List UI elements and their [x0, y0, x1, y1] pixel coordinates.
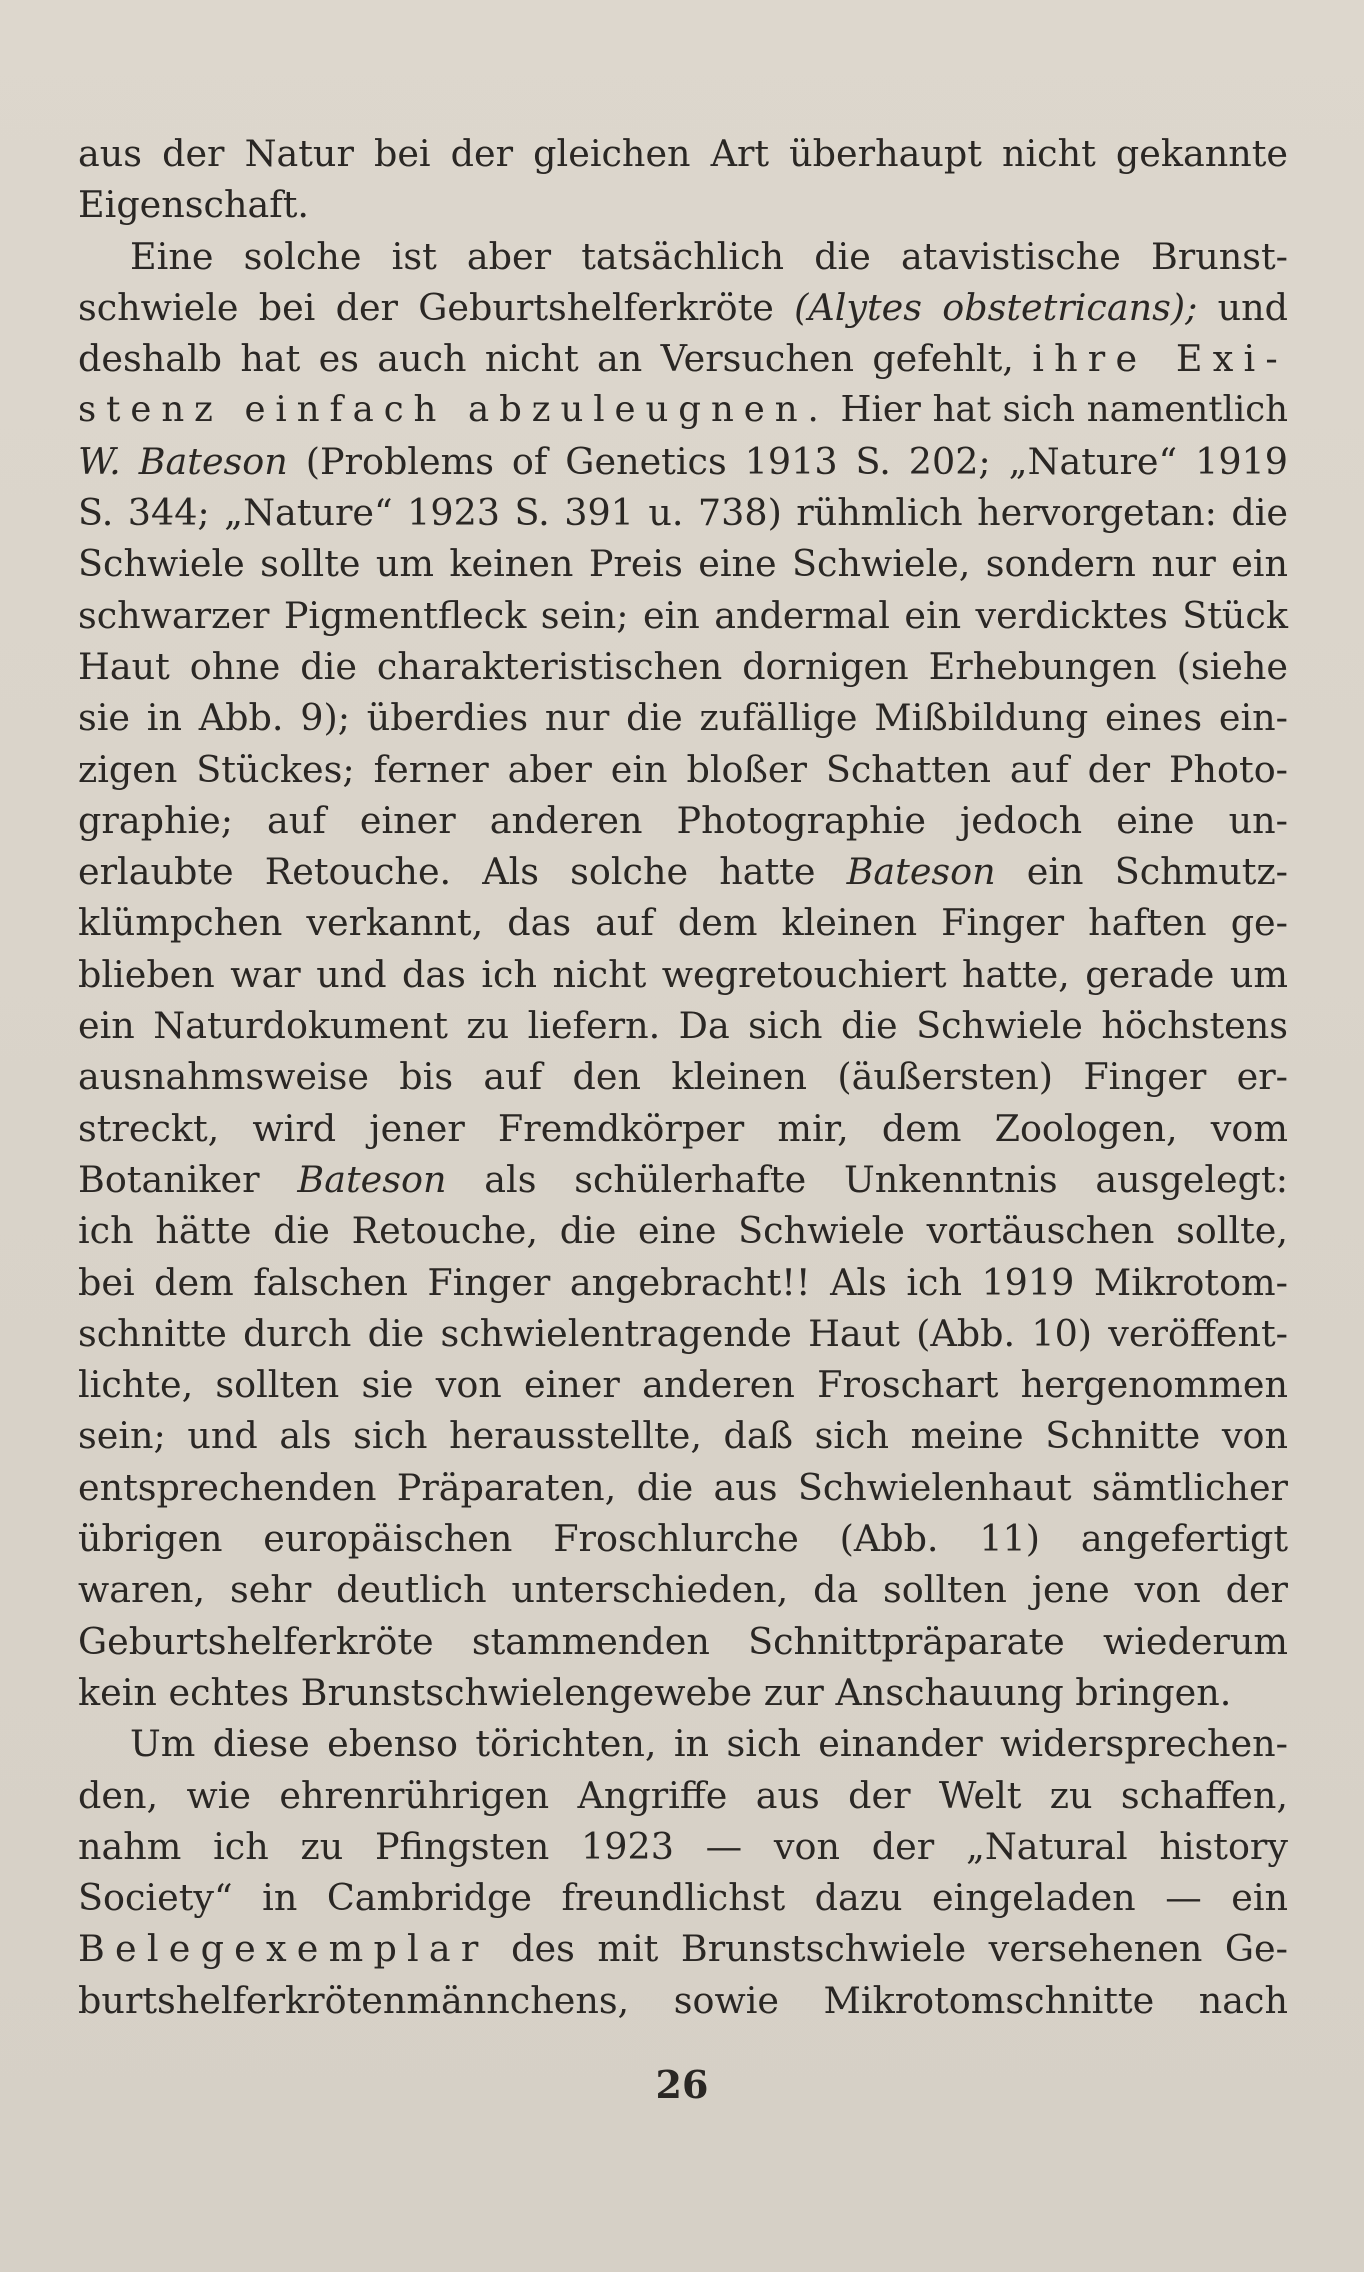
text-line [78, 1770, 1288, 1821]
text-line [78, 1103, 1288, 1154]
text-segment: erlaubte Retouche. Als solche hatte [78, 850, 847, 894]
text-line [78, 333, 1288, 384]
italic-text: Bateson [846, 850, 996, 894]
text-segment: kein echtes Brunstschwielengewebe zur Anschauung bringen. [78, 1670, 1232, 1714]
spaced-text: ihre Exi- [1032, 337, 1288, 381]
text-line [78, 128, 1288, 179]
text-line [78, 1667, 1288, 1718]
text-line [78, 1359, 1288, 1410]
text-segment: ein Schmutz- [995, 850, 1289, 894]
text-segment: zigen Stückes; ferner aber ein bloßer Schatten auf der Photo- [78, 747, 1288, 791]
text-line [78, 897, 1288, 948]
text-line [78, 538, 1288, 589]
text-segment: schwarzer Pigmentfleck sein; ein andermal ein verdicktes Stück [78, 593, 1288, 637]
text-segment: Society“ in Cambridge freundlichst dazu eingeladen — ein [78, 1876, 1288, 1920]
text-line [78, 1051, 1288, 1102]
text-line [78, 1308, 1288, 1359]
text-line [78, 487, 1288, 538]
text-segment: und [1197, 285, 1288, 329]
italic-text: (Alytes obstetricans); [794, 285, 1198, 329]
text-line [78, 1718, 1288, 1769]
text-line [78, 1154, 1288, 1205]
text-line [78, 692, 1288, 743]
text-segment: streckt, wird jener Fremdkörper mir, dem Zoologen, vom [78, 1106, 1288, 1150]
text-segment: bei dem falschen Finger angebracht!! Als ich 1919 Mikrotom- [78, 1260, 1288, 1304]
text-line [78, 384, 1288, 435]
text-line [78, 949, 1288, 1000]
text-line [78, 1821, 1288, 1872]
text-segment: klümpchen verkannt, das auf dem kleinen Finger haften ge- [78, 901, 1288, 945]
italic-text: Bateson [297, 1157, 447, 1201]
text-segment: burtshelferkrötenmännchens, sowie Mikrotomschnitte nach [78, 1978, 1288, 2022]
text-segment: Eine solche ist aber tatsächlich die atavistische Brunst- [130, 234, 1288, 278]
italic-text: W. Bateson [78, 439, 288, 483]
text-line [78, 1257, 1288, 1308]
text-line [78, 1410, 1288, 1461]
text-line [78, 744, 1288, 795]
text-segment: sein; und als sich herausstellte, daß sich meine Schnitte von [78, 1414, 1288, 1458]
text-line [78, 1564, 1288, 1615]
text-segment: übrigen europäischen Froschlurche (Abb. 11) angefertigt [78, 1517, 1288, 1561]
text-segment: ausnahmsweise bis auf den kleinen (äußersten) Finger er- [78, 1055, 1288, 1099]
text-line [78, 1923, 1288, 1974]
text-segment: Geburtshelferkröte stammenden Schnittpräparate wiederum [78, 1619, 1288, 1663]
text-segment: als schülerhafte Unkenntnis ausgelegt: [446, 1157, 1288, 1201]
body-text [78, 128, 1288, 2026]
text-segment: graphie; auf einer anderen Photographie jedoch eine un- [78, 798, 1288, 842]
page-number: 26 [655, 2062, 709, 2107]
spaced-text: Belegexemplar [78, 1927, 489, 1971]
text-line [78, 1872, 1288, 1923]
text-segment: den, wie ehrenrührigen Angriffe aus der Welt zu schaffen, [78, 1773, 1288, 1817]
text-line [78, 846, 1288, 897]
text-line [78, 231, 1288, 282]
text-segment: (Problems of Genetics 1913 S. 202; „Nature“ 1919 [287, 439, 1288, 483]
text-line [78, 282, 1288, 333]
text-line [78, 1000, 1288, 1051]
text-segment: aus der Natur bei der gleichen Art überhaupt nicht gekannte [78, 132, 1288, 175]
text-segment: Hier hat sich namentlich [828, 389, 1288, 431]
text-segment: deshalb hat es auch nicht an Versuchen gefehlt, [78, 337, 1033, 381]
text-line [78, 179, 1288, 230]
text-segment: S. 344; „Nature“ 1923 S. 391 u. 738) rühmlich hervorgetan: die [78, 491, 1288, 535]
text-segment: Schwiele sollte um keinen Preis eine Schwiele, sondern nur ein [78, 542, 1288, 586]
text-line [78, 436, 1288, 487]
text-line [78, 1205, 1288, 1256]
text-line [78, 590, 1288, 641]
text-segment: Eigenschaft. [78, 183, 310, 227]
text-segment: ein Naturdokument zu liefern. Da sich die Schwiele höchstens [78, 1004, 1288, 1048]
text-segment: des mit Brunstschwiele versehenen Ge- [488, 1927, 1288, 1971]
text-segment: lichte, sollten sie von einer anderen Froschart hergenommen [78, 1363, 1288, 1407]
text-line [78, 795, 1288, 846]
text-line [78, 1513, 1288, 1564]
text-segment: waren, sehr deutlich unterschieden, da sollten jene von der [78, 1568, 1288, 1612]
text-line [78, 1616, 1288, 1667]
text-line [78, 1462, 1288, 1513]
text-segment: sie in Abb. 9); überdies nur die zufällige Mißbildung eines ein- [78, 696, 1288, 740]
text-segment: Um diese ebenso törichten, in sich einander widersprechen- [130, 1722, 1288, 1766]
text-segment: Botaniker [78, 1157, 298, 1201]
text-segment: schnitte durch die schwielentragende Haut (Abb. 10) veröffent- [78, 1311, 1288, 1355]
text-line [78, 1975, 1288, 2026]
text-segment: nahm ich zu Pfingsten 1923 — von der „Natural history [78, 1824, 1288, 1868]
text-segment: Haut ohne die charakteristischen dornigen Erhebungen (siehe [78, 644, 1288, 688]
text-line [78, 641, 1288, 692]
text-segment: blieben war und das ich nicht wegretouchiert hatte, gerade um [78, 952, 1288, 996]
spaced-text: stenz einfach abzuleugnen. [78, 389, 829, 431]
text-segment: ich hätte die Retouche, die eine Schwiele vortäuschen sollte, [78, 1209, 1288, 1253]
text-segment: schwiele bei der Geburtshelferkröte [78, 285, 795, 329]
text-segment: entsprechenden Präparaten, die aus Schwielenhaut sämtlicher [78, 1465, 1288, 1509]
